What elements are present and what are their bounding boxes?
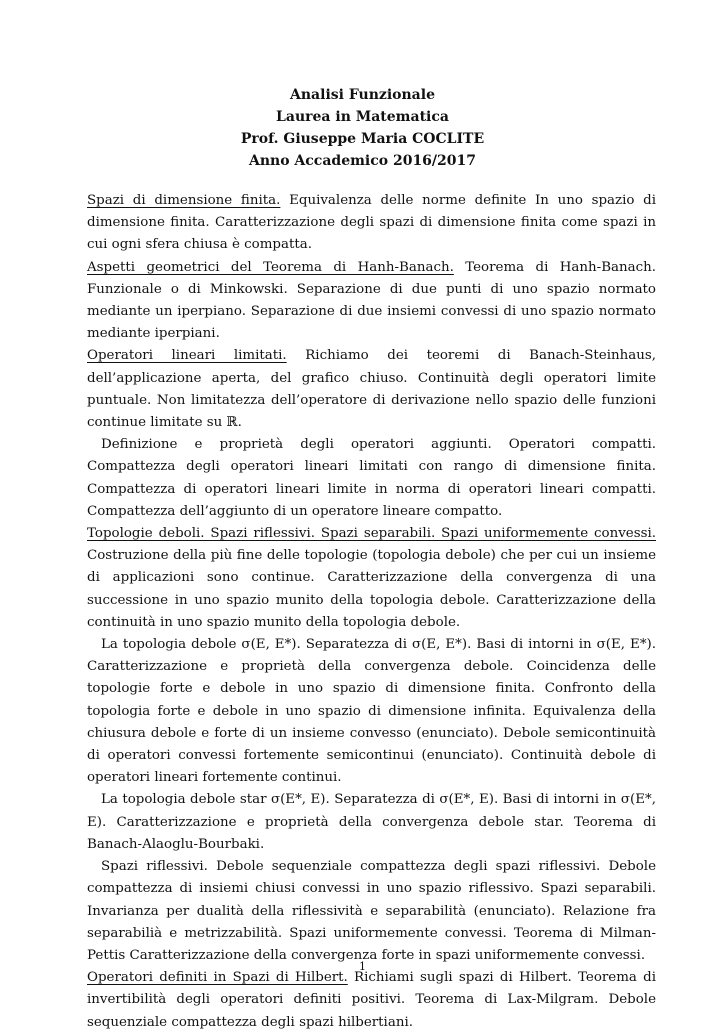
paragraph-weak-star-topology [87, 789, 656, 856]
paragraph-text: Definizione e proprietà degli operatori aggiunti. Operatori compatti. Compattezza degli operatori lineari limitati con rango di dimensione finita. Compattezza di operatori lineari limite in norma di operatori lineari compatti. Compattezza dell’aggiunto di un operatore lineare compatto. [87, 437, 656, 519]
section-finite-dimension [87, 190, 656, 257]
course-title: Analisi Funzionale [290, 87, 435, 103]
section-weak-topologies [87, 523, 656, 634]
syllabus-body [87, 190, 656, 1034]
page-number: 1 [359, 960, 366, 973]
section-text: Teorema di Hanh-Banach. Funzionale o di Minkowski. Separazione di due punti di uno spazio normato mediante un iperpiano. Separazione di due insiemi convessi di uno spazio normato mediante iperpiani. [87, 259, 657, 342]
paragraph-adjoint-compact [87, 434, 656, 523]
section-bounded-operators [87, 345, 656, 434]
section-title: Topologie deboli. Spazi riflessivi. Spazi separabili. Spazi uniformemente convessi. [87, 526, 656, 542]
section-text: Richiami sugli spazi di Hilbert. Teorema di invertibilità degli operatori definiti positivi. Teorema di Lax-Milgram. Debole sequenziale compattezza degli spazi hilbertiani. [87, 970, 656, 1030]
paragraph-weak-topology [87, 634, 656, 789]
section-text: Equivalenza delle norme definite In uno spazio di dimensione finita. Caratterizzazione degli spazi di dimensione finita come spazi in cui ogni sfera chiusa è compatta. [87, 193, 657, 253]
section-hahn-banach [87, 257, 656, 346]
paragraph-text: Spazi riflessivi. Debole sequenziale compattezza degli spazi riflessivi. Debole compattezza di insiemi chiusi convessi in uno spazio riflessivo. Spazi separabili. Invarianza per dualità della riflessività e separabilità (enunciato). Relazione fra separabilià e metrizzabilità. Spazi uniformemente convessi. Teorema di Milman-Pettis Caratterizzazione della convergenza forte in spazi uniformemente convessi. [87, 859, 656, 963]
document-header [0, 84, 725, 172]
section-title: Operatori definiti in Spazi di Hilbert. [87, 970, 348, 986]
paragraph-text: La topologia debole σ(E, E*). Separatezza di σ(E, E*). Basi di intorni in σ(E, E*). Caratterizzazione e proprietà della convergenza debole. Coincidenza delle topologie forte e debole in uno spazio di dimensione finita. Confronto della topologia forte e debole in uno spazio di dimensione infinita. Equivalenza della chiusura debole e forte di un insieme convesso (enunciato). Debole semicontinuità di operatori convessi fortemente semicontinui (enunciato). Continuità debole di operatori lineari fortemente continui. [87, 637, 656, 786]
paragraph-text: La topologia debole star σ(E*, E). Separatezza di σ(E*, E). Basi di intorni in σ(E*, E). Caratterizzazione e proprietà della convergenza debole star. Teorema di Banach-Alaoglu-Bourbaki. [87, 792, 656, 852]
section-text: Costruzione della più fine delle topologie (topologia debole) che per cui un insieme di applicazioni sono continue. Caratterizzazione della convergenza di una successione in uno spazio munito della topologia debole. Caratterizzazione della continuità in uno spazio munito della topologia debole. [87, 548, 656, 630]
academic-year: Anno Accademico 2016/2017 [248, 153, 477, 169]
degree-program: Laurea in Matematica [276, 109, 449, 125]
paragraph-reflexive-spaces [87, 856, 656, 967]
professor-name: Prof. Giuseppe Maria COCLITE [240, 131, 485, 147]
section-title: Spazi di dimensione finita. [87, 193, 281, 208]
section-title: Operatori lineari limitati. [87, 348, 287, 364]
section-title: Aspetti geometrici del Teorema di Hanh-Banach. [87, 259, 454, 275]
section-text: Richiamo dei teoremi di Banach-Steinhaus, dell’applicazione aperta, del grafico chiuso. Continuità degli operatori limite puntuale. Non limitatezza dell’operatore di derivazione nello spazio delle funzioni continue limitate su ℝ. [87, 348, 656, 431]
